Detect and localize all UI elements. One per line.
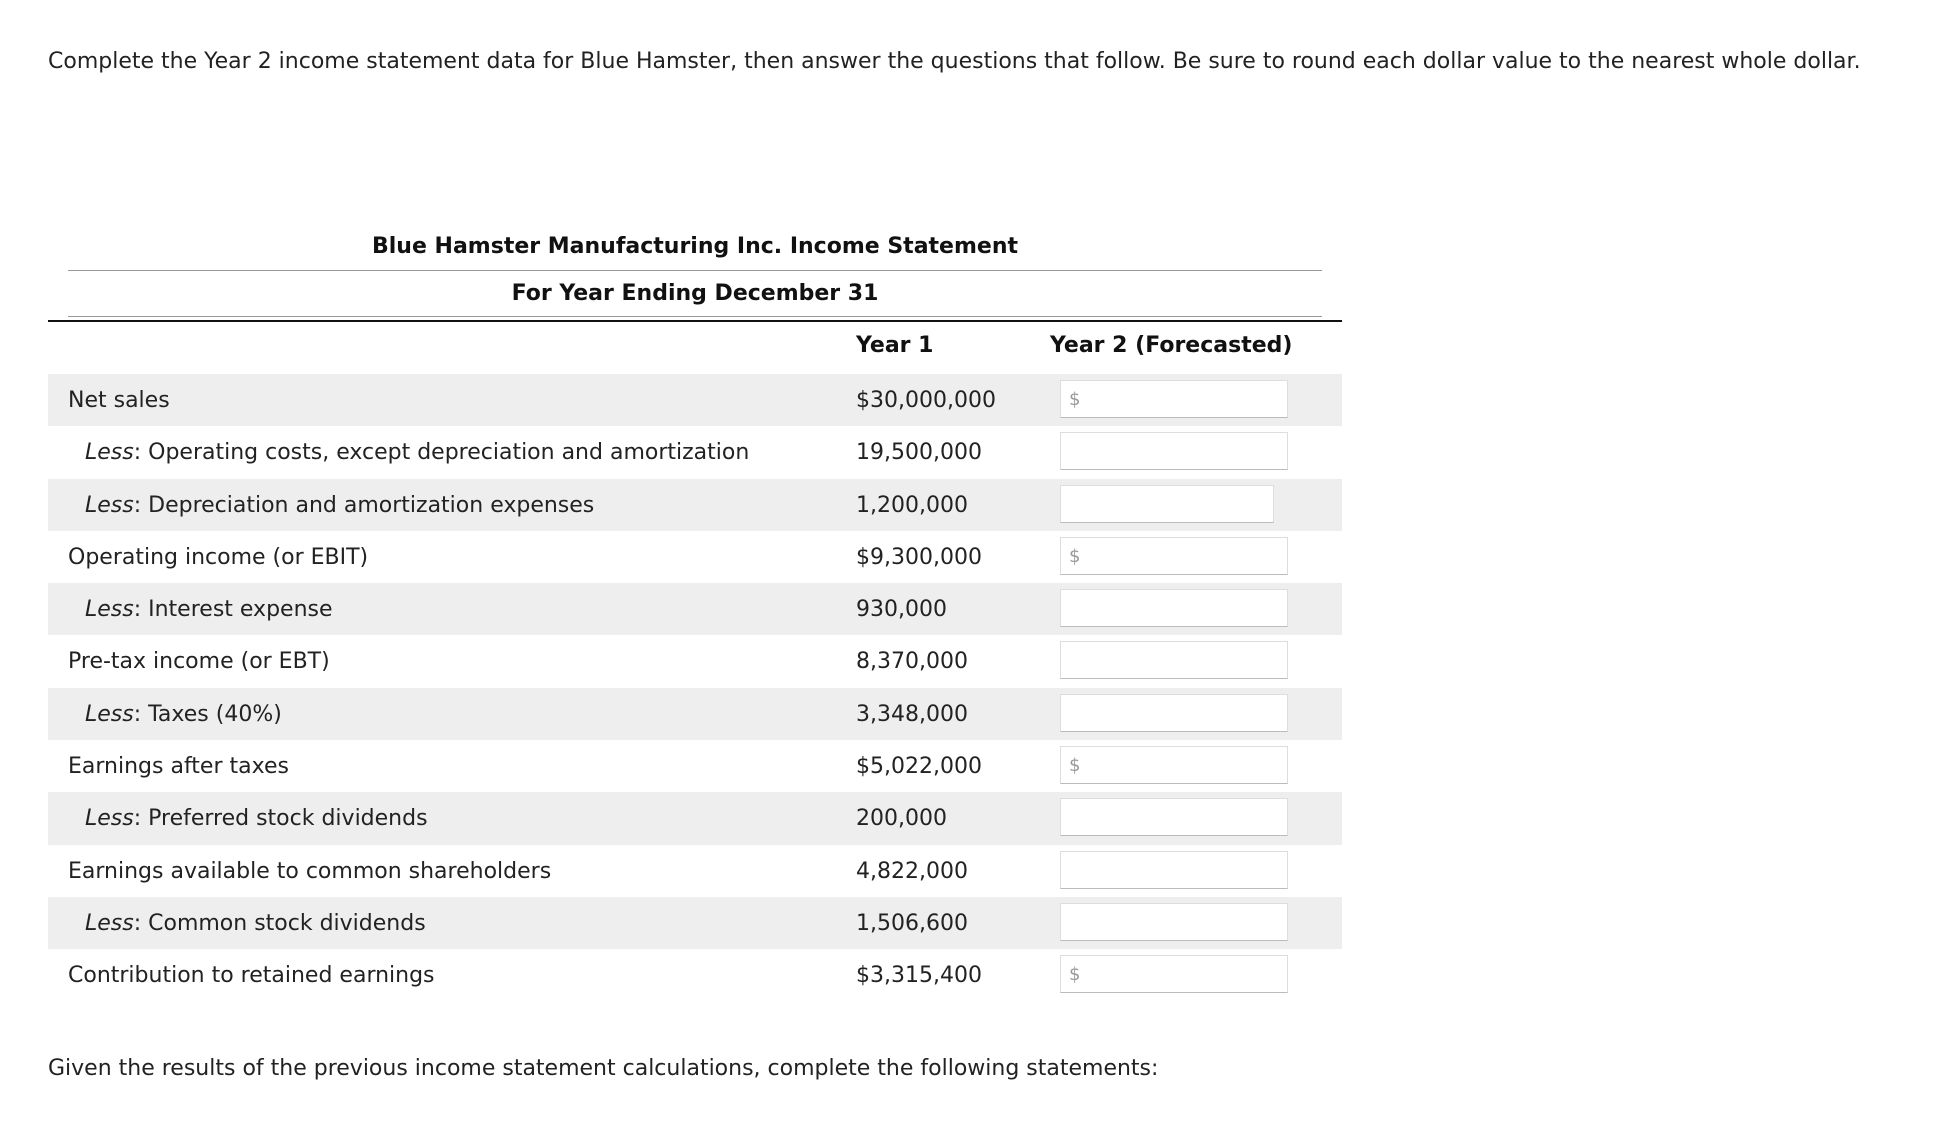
dollar-prefix: $ <box>1069 389 1081 410</box>
year1-value: 19,500,000 <box>856 440 982 466</box>
instructions: Complete the Year 2 income statement data for Blue Hamster, then answer the questions that follow. Be sure to round each dollar value to the nearest whole dollar. <box>48 49 1861 74</box>
table-row <box>48 426 1342 478</box>
row-label <box>85 440 749 465</box>
row-label-text: : Common stock dividends <box>133 910 426 936</box>
row-label <box>68 754 289 779</box>
row-label-text: : Depreciation and amortization expenses <box>133 492 595 518</box>
row-label <box>85 597 333 622</box>
dollar-prefix: $ <box>1069 964 1081 986</box>
row-label-text: Earnings after taxes <box>68 754 289 780</box>
table-row <box>48 583 1342 635</box>
row-label-text: Pre-tax income (or EBT) <box>68 649 330 675</box>
row-label <box>85 806 428 831</box>
dollar-prefix: $ <box>1069 755 1081 777</box>
year2-input[interactable] <box>1060 589 1288 627</box>
table-row <box>48 740 1342 792</box>
divider <box>68 316 1322 317</box>
table-row <box>48 479 1342 531</box>
less-prefix: Less <box>85 701 134 727</box>
divider <box>48 320 1342 322</box>
year1-value: $3,315,400 <box>856 963 982 989</box>
year1-value: 1,506,600 <box>856 910 968 936</box>
less-prefix: Less <box>85 440 134 466</box>
table-row <box>48 949 1342 1001</box>
year1-value: 930,000 <box>856 597 947 623</box>
year2-input[interactable] <box>1060 746 1288 784</box>
year2-input[interactable] <box>1060 641 1288 679</box>
row-label-text: Net sales <box>68 388 170 413</box>
table-row <box>48 792 1342 844</box>
income-statement-table <box>48 374 1342 1002</box>
row-label-text: : Taxes (40%) <box>133 701 282 727</box>
statement-title: Blue Hamster Manufacturing Inc. Income Statement <box>371 234 1018 259</box>
dollar-prefix: $ <box>1069 545 1081 567</box>
row-label-text: Earnings available to common shareholders <box>68 858 552 884</box>
row-label-text: : Interest expense <box>133 597 333 623</box>
year2-input[interactable] <box>1060 798 1288 836</box>
less-prefix: Less <box>85 597 134 623</box>
row-label <box>68 649 330 674</box>
row-label <box>85 702 282 727</box>
row-label-text: : Preferred stock dividends <box>133 806 428 832</box>
less-prefix: Less <box>85 492 134 518</box>
year2-input[interactable] <box>1060 485 1274 523</box>
year2-input[interactable] <box>1060 537 1288 575</box>
header-year2: Year 2 (Forecasted) <box>1050 333 1293 358</box>
row-label <box>68 545 368 570</box>
header-year1: Year 1 <box>856 333 934 358</box>
year1-value: $30,000,000 <box>856 388 996 413</box>
divider <box>68 270 1322 271</box>
year2-input[interactable] <box>1060 903 1288 941</box>
row-label <box>68 388 170 413</box>
year1-value: 8,370,000 <box>856 649 968 675</box>
year2-input[interactable] <box>1060 380 1288 418</box>
table-row <box>48 531 1342 583</box>
year1-value: 4,822,000 <box>856 858 968 884</box>
row-label-text: : Operating costs, except depreciation and amortization <box>133 440 750 466</box>
table-row <box>48 635 1342 687</box>
table-row <box>48 897 1342 949</box>
year2-input[interactable] <box>1060 851 1288 889</box>
follow-up-prompt: Given the results of the previous income statement calculations, complete the following statements: <box>48 1056 1159 1081</box>
row-label <box>68 963 435 988</box>
less-prefix: Less <box>85 910 134 936</box>
table-row <box>48 845 1342 897</box>
year1-value: $5,022,000 <box>856 754 982 780</box>
year1-value: 1,200,000 <box>856 492 968 518</box>
year1-value: $9,300,000 <box>856 544 982 570</box>
statement-subtitle: For Year Ending December 31 <box>511 281 879 306</box>
table-row <box>48 374 1342 426</box>
row-label <box>85 493 594 518</box>
table-row <box>48 688 1342 740</box>
year1-value: 3,348,000 <box>856 701 968 727</box>
year2-input[interactable] <box>1060 694 1288 732</box>
year2-input[interactable] <box>1060 432 1288 470</box>
year1-value: 200,000 <box>856 806 947 832</box>
row-label-text: Contribution to retained earnings <box>68 963 435 989</box>
row-label <box>85 911 426 936</box>
less-prefix: Less <box>85 806 134 832</box>
year2-input[interactable] <box>1060 955 1288 993</box>
row-label-text: Operating income (or EBIT) <box>68 544 369 570</box>
row-label <box>68 859 551 884</box>
